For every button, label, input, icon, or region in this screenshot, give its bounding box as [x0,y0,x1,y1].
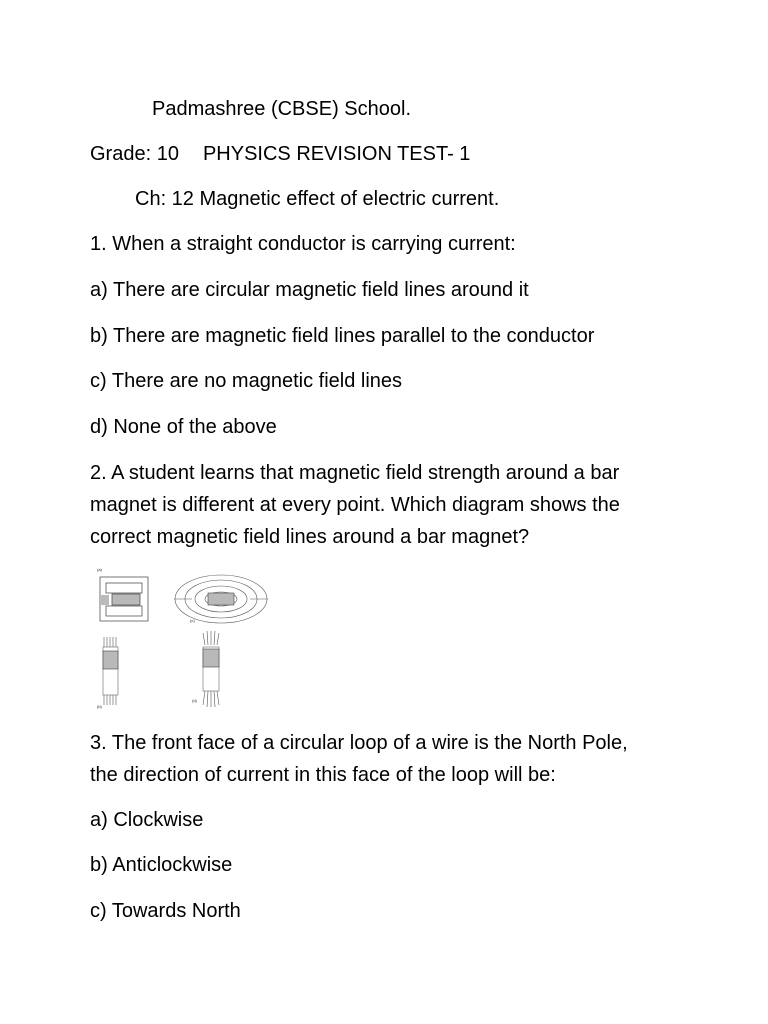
diagram-a [97,567,148,621]
school-name: Padmashree (CBSE) School. [152,98,412,120]
q1-option-a: a) There are circular magnetic field lines around it [90,279,529,301]
q1-option-d: d) None of the above [90,416,277,438]
q1-question: 1. When a straight conductor is carrying current: [90,233,516,255]
diagram-c-label: (c) [190,618,195,623]
q3-option-c: c) Towards North [90,900,241,922]
q3-option-b: b) Anticlockwise [90,854,233,876]
bar-magnet-field-lines-figure [92,565,282,710]
grade-title-line [90,138,470,170]
grade-label: Grade: 10 [90,143,179,165]
q3-question-line-1: 3. The front face of a circular loop of a wire is the North Pole, [90,732,628,754]
diagram-d-label: (d) [192,698,197,703]
q2-question-line-1: 2. A student learns that magnetic field strength around a bar [90,462,620,484]
diagram-c [174,575,268,623]
q3-option-a: a) Clockwise [90,809,204,831]
q2-question-line-2: magnet is different at every point. Which diagram shows the [90,494,620,516]
q1-option-b: b) There are magnetic field lines parallel to the conductor [90,325,595,347]
q2-question-line-3: correct magnetic field lines around a bar magnet? [90,526,530,548]
diagram-a-label: (a) [97,567,102,572]
q1-option-c: c) There are no magnetic field lines [90,370,403,392]
chapter-title: Ch: 12 Magnetic effect of electric current. [135,188,500,210]
diagram-d [192,631,219,707]
diagram-b-label: (b) [97,704,102,709]
test-title: PHYSICS REVISION TEST- 1 [202,143,471,165]
q3-question-line-2: the direction of current in this face of the loop will be: [90,764,556,786]
diagram-b [97,637,118,709]
